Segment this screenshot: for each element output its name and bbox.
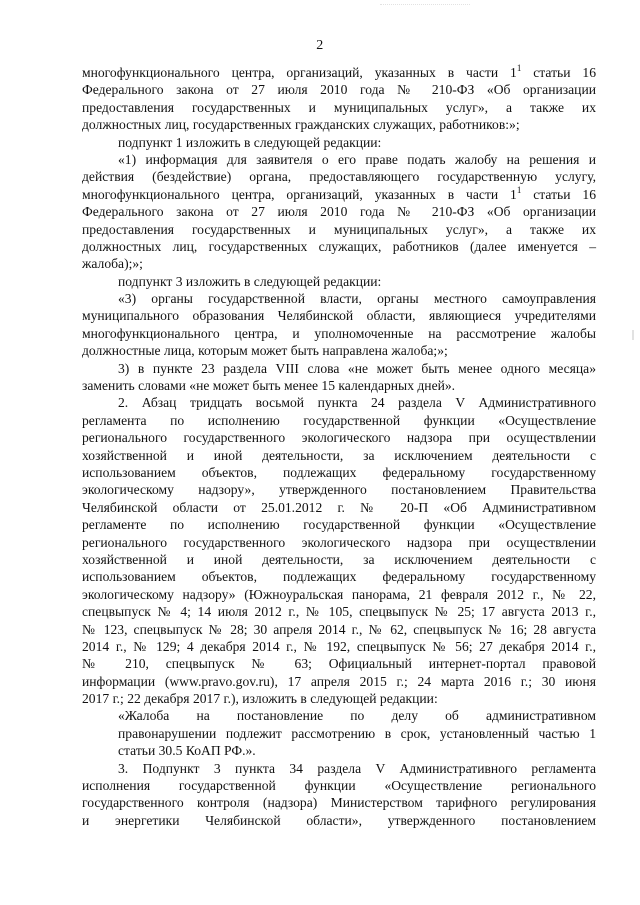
text-line: 2017 г.; 22 декабря 2017 г.), изложить в следующей редакции: (82, 691, 438, 707)
text-line: исполнения государственной функции «Осуществление регионального (82, 778, 596, 794)
text-line (82, 64, 596, 81)
text-line: подпункт 1 изложить в следующей редакции: (118, 134, 382, 150)
scan-artifact (380, 4, 470, 11)
text-line: хозяйственной и иной деятельности, за исключением деятельности с (82, 447, 596, 463)
text-line: «Жалоба на постановление по делу об административном (118, 708, 596, 724)
text-line: информации (www.pravo.gov.ru), 17 апреля 2015 г.; 24 марта 2016 г.; 30 июня (82, 673, 596, 689)
text-line: «1) информация для заявителя о его праве подать жалобу на решения и (118, 151, 596, 167)
line-text-after: статьи 16 (521, 65, 596, 80)
text-line: 2. Абзац тридцать восьмой пункта 24 раздела V Административного (118, 395, 596, 411)
text-line: 2014 г., № 129; 4 декабря 2014 г., № 192, спецвыпуск № 56; 27 декабря 2014 г., (82, 638, 596, 654)
text-line: регламенте по исполнению государственной функции «Осуществление (82, 517, 596, 533)
text-line: 3) в пункте 23 раздела VIII слова «не может быть менее одного месяца» (118, 360, 596, 376)
text-line: спецвыпуск № 4; 14 июля 2012 г., № 105, спецвыпуск № 25; 17 августа 2013 г., (82, 604, 596, 620)
scan-mark (632, 330, 634, 340)
text-line: «3) органы государственной власти, органы местного самоуправления (118, 291, 596, 307)
text-line: регламента по исполнению государственной функции «Осуществление (82, 412, 596, 428)
text-line: многофункционального центра, и уполномоченные на рассмотрение жалобы (82, 325, 596, 341)
text-line: № 123, спецвыпуск № 28; 30 апреля 2014 г., № 62, спецвыпуск № 16; 28 августа (82, 621, 596, 637)
text-line: правонарушении подлежит рассмотрению в срок, установленный частью 1 (118, 725, 596, 741)
text-line: заменить словами «не может быть менее 15 календарных дней». (82, 378, 456, 394)
text-line: регионального государственного экологического надзора при осуществлении (82, 534, 596, 550)
text-line: № 210, спецвыпуск № 63; Официальный интернет-портал правовой (82, 656, 596, 672)
text-line: Федерального закона от 27 июля 2010 года № 210-ФЗ «Об организации (82, 82, 596, 98)
text-line: хозяйственной и иной деятельности, за исключением деятельности с (82, 551, 596, 567)
text-line: статьи 30.5 КоАП РФ.». (118, 743, 256, 759)
text-line: экологическому надзору» (Южноуральская панорама, 21 февраля 2012 г., № 22, (82, 586, 596, 602)
line-text: многофункционального центра, организаций, указанных в части 1 (82, 65, 517, 80)
text-line: и энергетики Челябинской области», утвержденного постановлением (82, 812, 596, 828)
text-line: Челябинской области от 25.01.2012 г. № 20-П «Об Административном (82, 499, 596, 515)
text-line: экологическому надзору», утвержденного постановлением Правительства (82, 482, 596, 498)
text-line: жалоба);»; (82, 256, 143, 272)
text-line: действия (бездействие) органа, предоставляющего государственную услугу, (82, 169, 596, 185)
text-line: регионального государственного экологического надзора при осуществлении (82, 430, 596, 446)
superscript: 1 (516, 184, 522, 195)
text-line: Федерального закона от 27 июля 2010 года № 210-ФЗ «Об организации (82, 204, 596, 220)
text-line: использованием объектов, подлежащих федеральному государственному (82, 464, 596, 480)
document-body (82, 64, 596, 829)
line-text-after: статьи 16 (521, 186, 596, 202)
text-line (82, 186, 596, 203)
text-line: должностных лиц, государственных гражданских служащих, работников:»; (82, 117, 520, 133)
text-line: предоставления государственных и муниципальных услуг», а также их (82, 221, 596, 237)
text-line: подпункт 3 изложить в следующей редакции: (118, 273, 382, 289)
text-line: использованием объектов, подлежащих федеральному государственному (82, 569, 596, 585)
line-text: многофункционального центра, организаций, указанных в части 1 (82, 186, 517, 202)
text-line: муниципального образования Челябинской области, являющиеся учредителями (82, 308, 596, 324)
text-line: должностные лица, которым может быть направлена жалоба;»; (82, 343, 448, 359)
text-line: 3. Подпункт 3 пункта 34 раздела V Административного регламента (118, 760, 596, 776)
text-line: государственного контроля (надзора) Министерством тарифного регулирования (82, 795, 596, 811)
text-line: предоставления государственных и муниципальных услуг», а также их (82, 99, 596, 115)
superscript: 1 (516, 63, 522, 73)
page-number: 2 (316, 38, 324, 53)
text-line: должностных лиц, государственных служащих, работников (далее именуется – (82, 238, 596, 254)
